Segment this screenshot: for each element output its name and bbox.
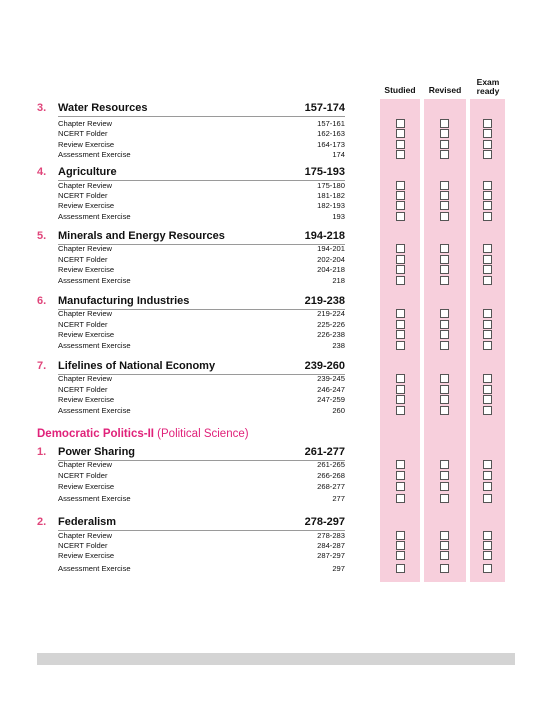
item-pages: 287-297 (317, 551, 345, 560)
item-pages: 219-224 (317, 309, 345, 318)
studied-checkbox[interactable] (396, 255, 405, 264)
exam-ready-checkbox[interactable] (483, 201, 492, 210)
studied-checkbox[interactable] (396, 320, 405, 329)
item-label: NCERT Folder (58, 129, 108, 138)
revised-checkbox[interactable] (440, 150, 449, 159)
exam-ready-checkbox[interactable] (483, 385, 492, 394)
item-label: Assessment Exercise (58, 564, 131, 573)
revised-checkbox[interactable] (440, 482, 449, 491)
chapter-number: 2. (37, 516, 47, 528)
item-pages: 182-193 (317, 201, 345, 210)
list-item (58, 140, 345, 150)
studied-checkbox[interactable] (396, 265, 405, 274)
studied-checkbox[interactable] (396, 341, 405, 350)
exam-ready-checkbox[interactable] (483, 129, 492, 138)
revised-checkbox[interactable] (440, 181, 449, 190)
item-pages: 239-245 (317, 374, 345, 383)
item-pages: 297 (332, 564, 345, 573)
item-label: NCERT Folder (58, 191, 108, 200)
list-item (58, 244, 345, 254)
exam-ready-checkbox[interactable] (483, 119, 492, 128)
item-pages: 175-180 (317, 181, 345, 190)
list-item (58, 460, 345, 470)
exam-ready-checkbox[interactable] (483, 564, 492, 573)
list-item (58, 276, 345, 286)
exam-ready-checkbox[interactable] (483, 181, 492, 190)
studied-checkbox[interactable] (396, 191, 405, 200)
item-label: Assessment Exercise (58, 276, 131, 285)
revised-checkbox[interactable] (440, 341, 449, 350)
chapter-number: 4. (37, 166, 47, 178)
exam-ready-checkbox[interactable] (483, 150, 492, 159)
section-heading-main: Democratic Politics-II (37, 428, 154, 440)
list-item (58, 541, 345, 551)
exam-ready-checkbox[interactable] (483, 551, 492, 560)
list-item (58, 255, 345, 265)
exam-ready-checkbox[interactable] (483, 531, 492, 540)
studied-header: Studied (384, 85, 416, 95)
studied-checkbox[interactable] (396, 374, 405, 383)
exam-ready-checkbox[interactable] (483, 374, 492, 383)
studied-checkbox[interactable] (396, 150, 405, 159)
studied-checkbox[interactable] (396, 140, 405, 149)
studied-checkbox[interactable] (396, 212, 405, 221)
revised-checkbox[interactable] (440, 330, 449, 339)
exam-ready-header: Exam ready (476, 77, 500, 96)
item-pages: 268-277 (317, 482, 345, 491)
revised-checkbox[interactable] (440, 395, 449, 404)
item-label: Chapter Review (58, 309, 113, 318)
list-item (58, 181, 345, 191)
exam-ready-checkbox[interactable] (483, 541, 492, 550)
revised-checkbox[interactable] (440, 564, 449, 573)
chapter-name: Lifelines of National Economy (58, 360, 216, 372)
studied-checkbox[interactable] (396, 406, 405, 415)
chapter-number: 5. (37, 230, 47, 242)
chapter-pages: 278-297 (304, 516, 345, 528)
footer-bar (37, 653, 515, 665)
studied-checkbox[interactable] (396, 460, 405, 469)
item-label: Chapter Review (58, 244, 113, 253)
studied-checkbox[interactable] (396, 244, 405, 253)
exam-ready-checkbox[interactable] (483, 395, 492, 404)
chapter-pages: 239-260 (304, 360, 345, 372)
section-heading-sub: (Political Science) (157, 428, 249, 440)
revised-checkbox[interactable] (440, 191, 449, 200)
revised-checkbox[interactable] (440, 129, 449, 138)
item-pages: 204-218 (317, 265, 345, 274)
item-label: Review Exercise (58, 330, 115, 339)
revised-checkbox[interactable] (440, 541, 449, 550)
studied-checkbox[interactable] (396, 309, 405, 318)
revised-checkbox[interactable] (440, 494, 449, 503)
chapter-name: Water Resources (58, 102, 148, 114)
exam-ready-checkbox[interactable] (483, 320, 492, 329)
exam-ready-checkbox[interactable] (483, 482, 492, 491)
item-pages: 174 (332, 150, 345, 159)
revised-checkbox[interactable] (440, 406, 449, 415)
exam-ready-checkbox[interactable] (483, 191, 492, 200)
list-item (58, 395, 345, 405)
revised-checkbox[interactable] (440, 320, 449, 329)
studied-checkbox[interactable] (396, 385, 405, 394)
revised-checkbox[interactable] (440, 471, 449, 480)
item-label: NCERT Folder (58, 471, 108, 480)
studied-checkbox[interactable] (396, 181, 405, 190)
list-item (58, 129, 345, 139)
exam-ready-checkbox[interactable] (483, 309, 492, 318)
item-pages: 194-201 (317, 244, 345, 253)
chapter-pages: 219-238 (304, 295, 345, 307)
item-pages: 218 (332, 276, 345, 285)
revised-checkbox[interactable] (440, 374, 449, 383)
item-label: NCERT Folder (58, 385, 108, 394)
item-label: Chapter Review (58, 460, 113, 469)
studied-checkbox[interactable] (396, 564, 405, 573)
chapter-name: Minerals and Energy Resources (58, 230, 225, 242)
item-label: Chapter Review (58, 374, 113, 383)
exam-ready-checkbox[interactable] (483, 494, 492, 503)
chapter-number: 3. (37, 102, 47, 114)
revised-checkbox[interactable] (440, 119, 449, 128)
studied-checkbox[interactable] (396, 395, 405, 404)
revised-checkbox[interactable] (440, 201, 449, 210)
item-pages: 225-226 (317, 320, 345, 329)
exam-ready-checkbox[interactable] (483, 212, 492, 221)
revised-checkbox[interactable] (440, 551, 449, 560)
exam-ready-checkbox[interactable] (483, 330, 492, 339)
list-item (58, 119, 345, 129)
item-pages: 193 (332, 212, 345, 221)
item-pages: 162-163 (317, 129, 345, 138)
item-label: Assessment Exercise (58, 494, 131, 503)
exam-ready-checkbox[interactable] (483, 255, 492, 264)
list-item (58, 212, 345, 222)
item-label: Chapter Review (58, 181, 113, 190)
item-label: Review Exercise (58, 140, 115, 149)
item-label: Review Exercise (58, 482, 115, 491)
item-pages: 247-259 (317, 395, 345, 404)
exam-ready-checkbox[interactable] (483, 244, 492, 253)
list-item (58, 309, 345, 319)
item-label: NCERT Folder (58, 320, 108, 329)
revised-checkbox[interactable] (440, 460, 449, 469)
chapter-name: Agriculture (58, 166, 117, 178)
exam-ready-checkbox[interactable] (483, 460, 492, 469)
chapter-number: 1. (37, 446, 47, 458)
list-item (58, 494, 345, 504)
exam-ready-checkbox[interactable] (483, 140, 492, 149)
chapter-name: Federalism (58, 516, 117, 528)
revised-header: Revised (428, 85, 462, 95)
item-pages: 277 (332, 494, 345, 503)
studied-checkbox[interactable] (396, 276, 405, 285)
item-pages: 260 (332, 406, 345, 415)
item-label: Chapter Review (58, 119, 113, 128)
chapter-divider (58, 116, 345, 117)
item-label: Review Exercise (58, 395, 115, 404)
chapter-pages: 194-218 (304, 230, 345, 242)
chapter-name: Power Sharing (58, 446, 136, 458)
item-pages: 266-268 (317, 471, 345, 480)
studied-checkbox[interactable] (396, 494, 405, 503)
revised-checkbox[interactable] (440, 276, 449, 285)
revised-checkbox[interactable] (440, 265, 449, 274)
chapter-number: 6. (37, 295, 47, 307)
item-label: Review Exercise (58, 265, 115, 274)
studied-checkbox[interactable] (396, 482, 405, 491)
studied-checkbox[interactable] (396, 541, 405, 550)
exam-ready-checkbox[interactable] (483, 265, 492, 274)
list-item (58, 385, 345, 395)
revised-checkbox[interactable] (440, 309, 449, 318)
exam-ready-checkbox[interactable] (483, 341, 492, 350)
item-label: NCERT Folder (58, 541, 108, 550)
revised-checkbox[interactable] (440, 531, 449, 540)
list-item (58, 374, 345, 384)
revised-checkbox[interactable] (440, 244, 449, 253)
list-item (58, 531, 345, 541)
list-item (58, 551, 345, 561)
item-label: Assessment Exercise (58, 341, 131, 350)
revised-checkbox[interactable] (440, 255, 449, 264)
revised-checkbox[interactable] (440, 385, 449, 394)
item-pages: 238 (332, 341, 345, 350)
item-pages: 284-287 (317, 541, 345, 550)
list-item (58, 201, 345, 211)
list-item (58, 330, 345, 340)
item-label: Chapter Review (58, 531, 113, 540)
item-pages: 226-238 (317, 330, 345, 339)
item-pages: 261-265 (317, 460, 345, 469)
chapter-pages: 175-193 (304, 166, 345, 178)
item-label: Assessment Exercise (58, 150, 131, 159)
studied-checkbox[interactable] (396, 531, 405, 540)
item-label: Review Exercise (58, 551, 115, 560)
list-item (58, 265, 345, 275)
list-item (58, 564, 345, 574)
revised-checkbox[interactable] (440, 212, 449, 221)
exam-ready-checkbox[interactable] (483, 471, 492, 480)
chapter-number: 7. (37, 360, 47, 372)
item-pages: 278-283 (317, 531, 345, 540)
exam-ready-checkbox[interactable] (483, 276, 492, 285)
item-pages: 181-182 (317, 191, 345, 200)
studied-checkbox[interactable] (396, 201, 405, 210)
item-label: Assessment Exercise (58, 406, 131, 415)
list-item (58, 320, 345, 330)
item-label: Review Exercise (58, 201, 115, 210)
studied-checkbox[interactable] (396, 330, 405, 339)
section-heading (37, 427, 249, 441)
item-pages: 164-173 (317, 140, 345, 149)
list-item (58, 191, 345, 201)
list-item (58, 406, 345, 416)
list-item (58, 150, 345, 160)
revised-checkbox[interactable] (440, 140, 449, 149)
studied-checkbox[interactable] (396, 471, 405, 480)
studied-checkbox[interactable] (396, 129, 405, 138)
item-label: Assessment Exercise (58, 212, 131, 221)
list-item (58, 471, 345, 481)
chapter-name: Manufacturing Industries (58, 295, 190, 307)
studied-checkbox[interactable] (396, 119, 405, 128)
chapter-pages: 261-277 (304, 446, 345, 458)
item-pages: 157-161 (317, 119, 345, 128)
studied-checkbox[interactable] (396, 551, 405, 560)
chapter-pages: 157-174 (304, 102, 345, 114)
list-item (58, 482, 345, 492)
exam-ready-checkbox[interactable] (483, 406, 492, 415)
item-label: NCERT Folder (58, 255, 108, 264)
item-pages: 202-204 (317, 255, 345, 264)
item-pages: 246-247 (317, 385, 345, 394)
list-item (58, 341, 345, 351)
